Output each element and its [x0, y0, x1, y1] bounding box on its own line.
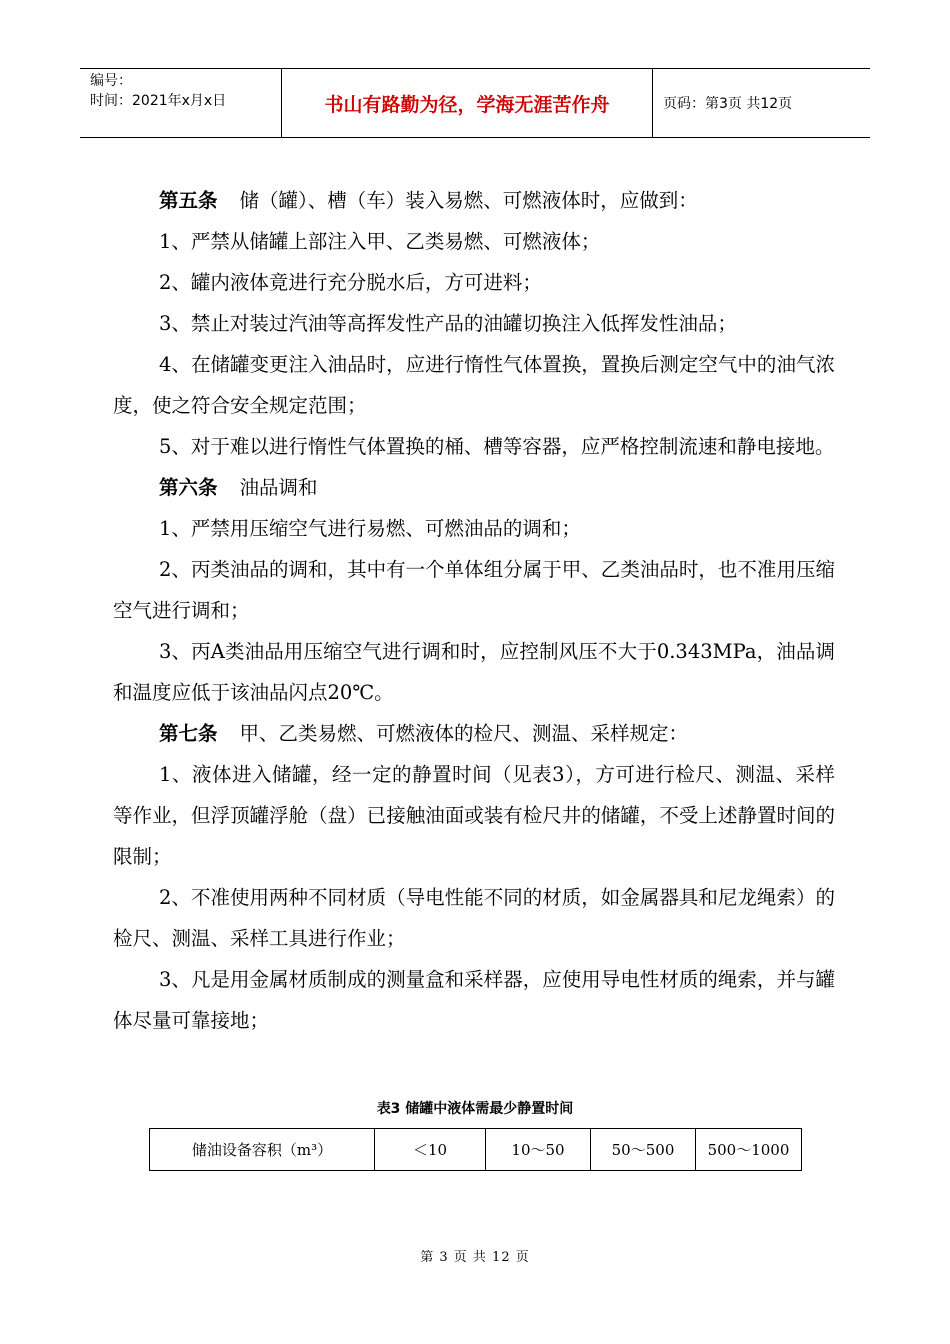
list-item: 3、禁止对装过汽油等高挥发性产品的油罐切换注入低挥发性油品；	[159, 312, 737, 335]
table-row	[150, 1129, 802, 1171]
article-text: 油品调和	[239, 476, 318, 499]
list-item: 2、不准使用两种不同材质（导电性能不同的材质，如金属器具和尼龙绳索）的检尺、测温、采样工具进行作业；	[113, 886, 835, 950]
table-cell: 50～500	[591, 1129, 696, 1171]
code-label: 编号：	[90, 73, 132, 89]
article-text: 甲、乙类易燃、可燃液体的检尺、测温、采样规定：	[239, 722, 689, 745]
list-item: 3、丙A类油品用压缩空气进行调和时，应控制风压不大于0.343MPa，油品调和温度应低于该油品闪点20℃。	[113, 640, 835, 704]
article-text: 储（罐）、槽（车）装入易燃、可燃液体时，应做到：	[239, 189, 698, 212]
document-body	[113, 180, 835, 1041]
list-item: 1、严禁用压缩空气进行易燃、可燃油品的调和；	[159, 517, 581, 540]
article-title: 第七条	[159, 722, 218, 745]
table-cell: ＜10	[375, 1129, 486, 1171]
article-title: 第五条	[159, 189, 218, 212]
table-caption: 表3 储罐中液体需最少静置时间	[376, 1101, 574, 1117]
list-item: 3、凡是用金属材质制成的测量盒和采样器，应使用导电性材质的绳索，并与罐体尽量可靠接地；	[113, 968, 835, 1032]
article-heading	[113, 180, 835, 221]
list-item: 4、在储罐变更注入油品时，应进行惰性气体置换，置换后测定空气中的油气浓度，使之符合安全规定范围；	[113, 353, 835, 417]
list-item: 2、罐内液体竟进行充分脱水后，方可进料；	[159, 271, 542, 294]
date-label: 时间：2021年x月x日	[90, 93, 227, 109]
article-title: 第六条	[159, 476, 218, 499]
list-item: 1、液体进入储罐，经一定的静置时间（见表3），方可进行检尺、测温、采样等作业，但浮顶罐浮舱（盘）已接触油面或装有检尺井的储罐，不受上述静置时间的限制；	[113, 763, 835, 868]
page-footer: 第 3 页 共 12 页	[420, 1250, 530, 1265]
list-item: 2、丙类油品的调和，其中有一个单体组分属于甲、乙类油品时，也不准用压缩空气进行调和；	[113, 558, 835, 622]
header-motto: 书山有路勤为径，学海无涯苦作舟	[282, 69, 653, 137]
document-header	[80, 68, 870, 138]
table-cell: 10～50	[486, 1129, 591, 1171]
article-heading	[113, 467, 835, 508]
header-page-info: 页码：第3页 共12页	[663, 96, 793, 112]
list-item: 5、对于难以进行惰性气体置换的桶、槽等容器，应严格控制流速和静电接地。	[159, 435, 835, 458]
table-cell: 储油设备容积（m³）	[150, 1129, 375, 1171]
article-heading	[113, 713, 835, 754]
settling-time-table	[149, 1128, 802, 1171]
table-cell: 500～1000	[696, 1129, 802, 1171]
header-meta	[80, 69, 282, 137]
list-item: 1、严禁从储罐上部注入甲、乙类易燃、可燃液体；	[159, 230, 601, 253]
